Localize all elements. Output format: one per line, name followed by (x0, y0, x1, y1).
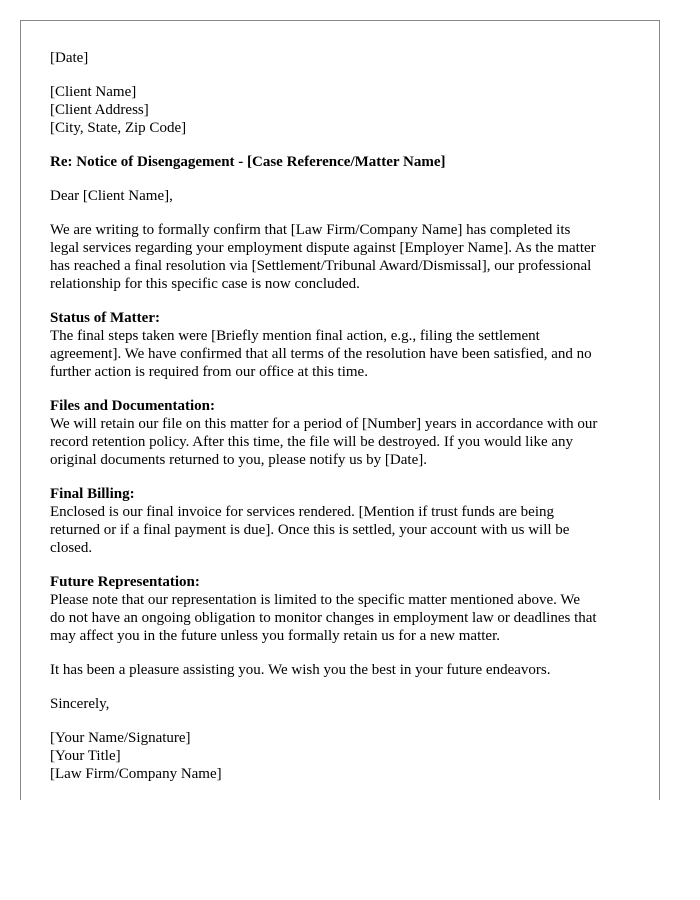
signature-firm: [Law Firm/Company Name] (50, 766, 222, 782)
section-heading: Status of Matter: (50, 310, 160, 326)
section-line: may affect you in the future unless you formally retain us for a new matter. (50, 628, 500, 644)
section-line: further action is required from our office at this time. (50, 364, 368, 380)
section-line: record retention policy. After this time, the file will be destroyed. If you would like any (50, 434, 574, 450)
section-line: Please note that our representation is limited to the specific matter mentioned above. We (50, 592, 581, 608)
client-city-state-zip: [City, State, Zip Code] (50, 120, 187, 136)
section-line: We will retain our file on this matter for a period of [Number] years in accordance with our (50, 416, 598, 432)
letter-page (20, 20, 660, 800)
salutation: Dear [Client Name], (50, 188, 173, 204)
client-name: [Client Name] (50, 84, 137, 100)
signature-name: [Your Name/Signature] (50, 730, 191, 746)
section-heading: Files and Documentation: (50, 398, 215, 414)
signoff: Sincerely, (50, 696, 110, 712)
recipient-block (50, 83, 642, 137)
section-line: returned or if a final payment is due]. Once this is settled, your account with us will be (50, 522, 570, 538)
intro-paragraph (50, 221, 642, 293)
section-heading: Final Billing: (50, 486, 135, 502)
letter-date: [Date] (50, 50, 89, 66)
section-status-of-matter (50, 309, 642, 381)
signature-title: [Your Title] (50, 748, 121, 764)
section-files-and-documentation (50, 397, 642, 469)
closing-remark: It has been a pleasure assisting you. We wish you the best in your future endeavors. (50, 662, 551, 678)
section-line: agreement]. We have confirmed that all terms of the resolution have been satisfied, and no (50, 346, 592, 362)
section-line: Enclosed is our final invoice for services rendered. [Mention if trust funds are being (50, 504, 555, 520)
section-line: original documents returned to you, please notify us by [Date]. (50, 452, 427, 468)
section-line: The final steps taken were [Briefly mention final action, e.g., filing the settlement (50, 328, 540, 344)
section-final-billing (50, 485, 642, 557)
signature-block (50, 729, 642, 783)
intro-line: relationship for this specific case is now concluded. (50, 276, 360, 292)
section-heading: Future Representation: (50, 574, 200, 590)
section-line: do not have an ongoing obligation to monitor changes in employment law or deadlines that (50, 610, 597, 626)
letter-body (50, 49, 642, 783)
section-future-representation (50, 573, 642, 645)
subject-line: Re: Notice of Disengagement - [Case Reference/Matter Name] (50, 154, 446, 170)
client-address: [Client Address] (50, 102, 149, 118)
section-line: closed. (50, 540, 93, 556)
intro-line: legal services regarding your employment dispute against [Employer Name]. As the matter (50, 240, 596, 256)
intro-line: We are writing to formally confirm that [Law Firm/Company Name] has completed its (50, 222, 571, 238)
intro-line: has reached a final resolution via [Settlement/Tribunal Award/Dismissal], our professional (50, 258, 592, 274)
